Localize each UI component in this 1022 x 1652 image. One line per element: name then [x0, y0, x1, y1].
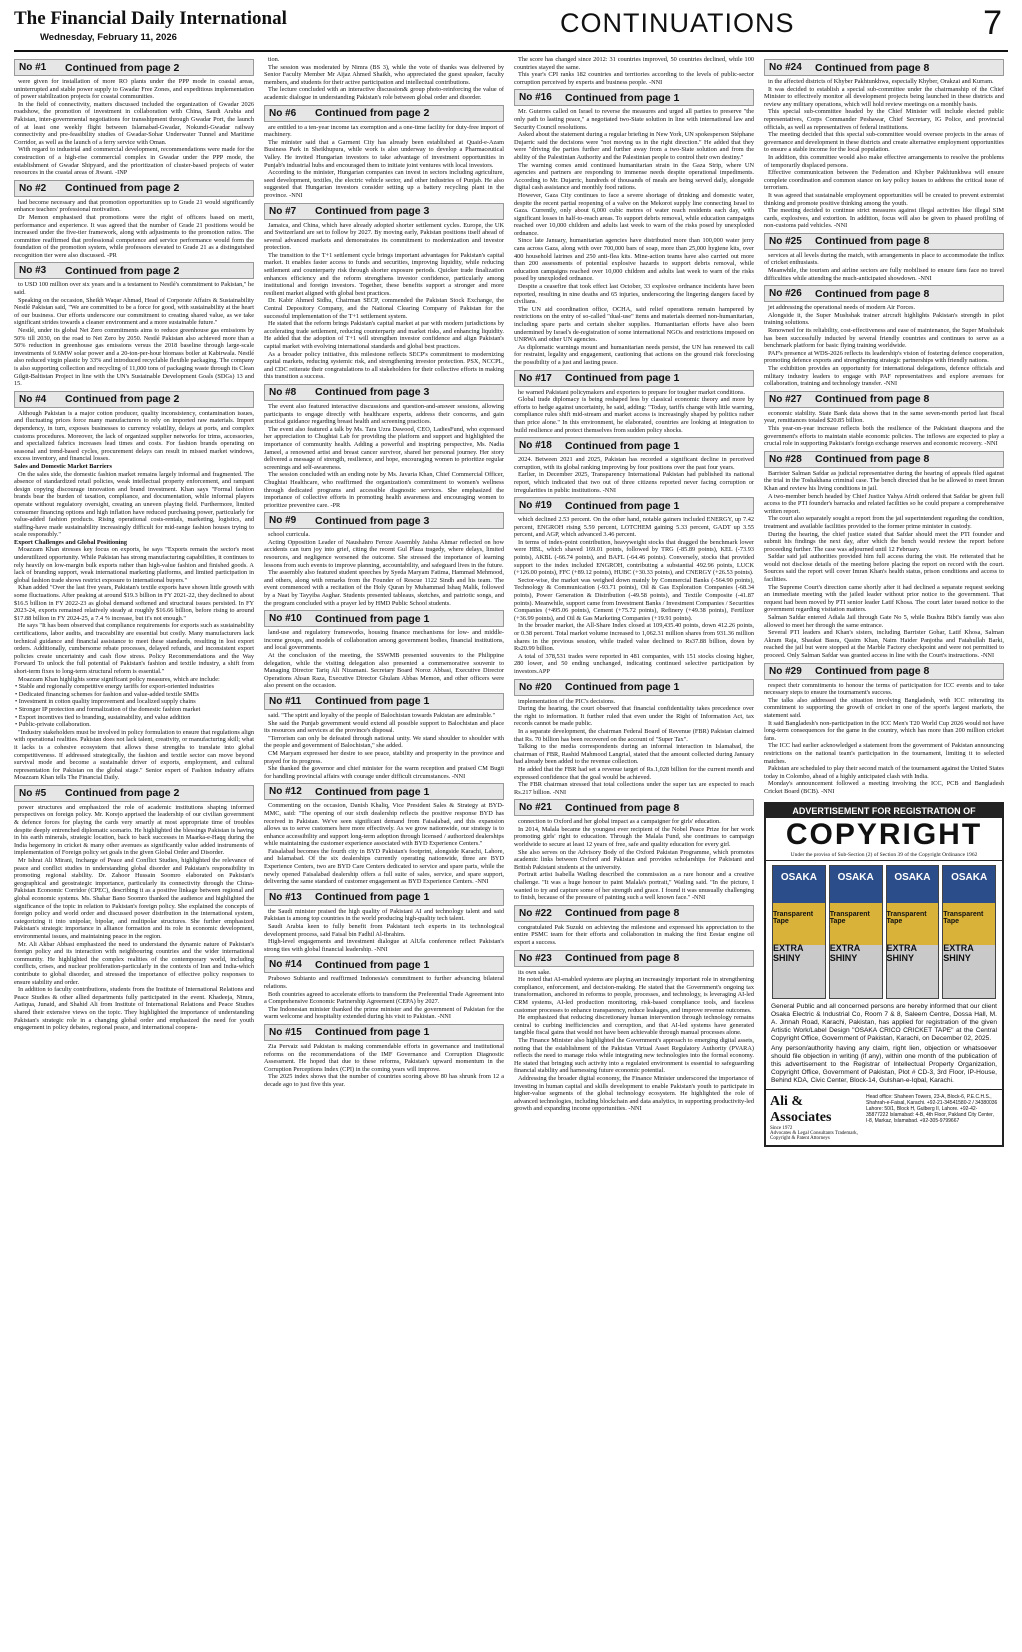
- continued-from-label: Continued from page 1: [565, 91, 680, 104]
- continued-from-label: Continued from page 8: [565, 801, 680, 814]
- paragraph: The 2025 index shows that the number of countries scoring above 80 has shrunk from 12 a decade ago to just five this year.: [264, 1073, 504, 1088]
- paragraph: economic stability. State Bank data shows that in the same seven-month period last fiscal year, remittances totaled $20.85 billion.: [764, 409, 1004, 425]
- continued-from-label: Continued from page 8: [815, 235, 930, 248]
- paragraph: Several PTI leaders and Khan's sisters, including Barrister Gohar, Latif Khosa, Salman Akram Raja, Shaukat Basra, Qasim Khan, Naim Haider Panjotha and Fatahullah Barki, reached the jail but were stopped at the Marble Factory checkpoint and were not permitted to proceed. Only Salman Safdar was granted access in line with the Court's instructions. -NNI: [764, 629, 1004, 659]
- bullet-item: • Stronger IP protection and formalization of the domestic fashion market: [15, 705, 201, 713]
- paragraph: This special sub-committee headed by the Chief Minister will include elected public representatives, Corps Commander Peshawar, Chief Secretary, IG Police, and provincial officials, as well as representatives of federal institutions.: [764, 108, 1004, 131]
- story-number: No #10: [269, 613, 302, 625]
- paragraph: In 2014, Malala became the youngest ever recipient of the Nobel Peace Prize for her work promoting girls' right to education. Through the Malala Fund, she continues to campaign worldwide to secure at least 12 years of free, safe and quality education for every girl.: [514, 825, 754, 849]
- bullet-item: • Investment in cotton quality improvement and localized supply chains: [15, 698, 196, 706]
- story: [264, 783, 504, 886]
- ad-footer: [766, 1089, 1002, 1145]
- paragraph: the Saudi minister praised the high quality of Pakistani AI and technology talent and said Pakistan is among top countries in the world producing high-quality tech talent.: [264, 907, 504, 923]
- paragraph: Despite a ceasefire that took effect last October, 33 explosive ordnance incidents have been reported, resulting in nine deaths and 65 injuries, underscoring the lingering dangers faced by civilians.: [514, 283, 754, 306]
- paragraph: "Terrorism can only be defeated through national unity. We stand shoulder to shoulder with the people and government of Balochistan," she added.: [264, 734, 504, 750]
- paragraph: in the affected districts of Khyber Pakhtunkhwa, especially Khyber, Orakzai and Kurram.: [768, 78, 994, 85]
- paragraph: He says "It has been observed that compliance requirements for exports such as sustainability certifications, labor audits, and traceability are essential but costly. Many manufacturers lack technical guidance and financial assistance to meet these standards, resulting in lost export orders. Additionally, cumbersome rebate processes, delayed refunds, and inconsistent export policies create uncertainty and cash flow stress. Policy Recommendations and the Way Forward To unlock the full potential of Pakistan's fashion and textile industry, a shift from short-term fixes to long-term structural reform is essential.": [14, 622, 254, 675]
- paragraph: said. "The spirit and loyalty of the people of Balochistan towards Pakistan are admirable.": [268, 711, 496, 719]
- paragraph: respect their commitments to honour the terms of participation for ICC events and to take necessary steps to ensure the tournament's success.: [764, 681, 1004, 697]
- story: [264, 105, 504, 200]
- paragraph: The meeting decided to continue strict measures against illegal activities like illegal SIM cards, explosives, and extortion. In addition, focus will also be given to phased profiling of non-customs paid vehicles. -NNI: [764, 207, 1004, 230]
- paragraph: He emphasized that reducing discretionary human intervention through technology remains central to curbing inefficiencies and corruption, and that AI-led systems have generated tangible fiscal gains that would not have been achievable through manual processes alone.: [514, 1014, 754, 1037]
- section-title: CONTINUATIONS: [560, 8, 795, 38]
- bullet-item: • Export incentives tied to branding, sustainability, and value addition: [15, 713, 191, 721]
- continued-from-label: Continued from page 1: [315, 695, 430, 708]
- paragraph: In the broader market, the All-Share Index closed at 109,435.40 points, down 412.26 points, or 0.38 percent. Total market volume increased to 1,062.31 million shares from 931.36 million shares in the previous session, while traded value declined to Rs37.88 billion, down by Rs20.99 billion.: [514, 622, 754, 653]
- story: [264, 956, 504, 1021]
- paragraph: Effective communication between the Federation and Khyber Pakhtunkhwa will ensure complete coordination and common stance on key policy issues to address the critical issue of terrorism.: [764, 169, 1004, 192]
- paragraph: which declined 2.53 percent. On the other hand, notable gainers included ENERGY, up 7.42 percent, ENGROH rising 5.59 percent, LOTCHEM gaining 5.33 percent, GADT up 3.55 percent, and AGP, which advanced 3.46 percent.: [514, 516, 754, 539]
- continued-from-label: Continued from page 8: [815, 287, 930, 300]
- story: [14, 59, 254, 177]
- paragraph: The score has changed since 2012: 31 countries improved, 50 countries declined, while 100 countries stayed the same.: [514, 56, 754, 71]
- pack-brand: OSAKA: [894, 871, 931, 883]
- continued-from-label: Continued from page 8: [815, 61, 930, 74]
- pack-tape: Transparent Tape: [773, 910, 814, 925]
- paragraph: As a broader policy initiative, this milestone reflects SECP's commitment to modernizing capital markets, reducing systemic risk, and strengthening investor protection. PSX, NCCPL, and CDC reiterate their congratulations to all stakeholders for their collective efforts in making this transition a success.: [264, 350, 504, 381]
- story: [514, 89, 754, 366]
- paragraph: This year-on-year increase reflects both the resilience of the Pakistani diaspora and the government's efforts to maintain stable economic policies. The inflows are expected to play a crucial role in supporting Pakistan's foreign exchange reserves and economic recovery. -NNI: [764, 424, 1004, 448]
- continuation-bar: [264, 203, 504, 220]
- pack-label: EXTRA SHINY: [773, 942, 804, 963]
- paragraph: She said the Punjab government would extend all possible support to Balochistan and place its resources and services at the province's disposal.: [264, 719, 504, 735]
- paragraph: Jamaica, and China, which have already adopted shorter settlement cycles. Europe, the UK and Switzerland are set to follow by 2027. By moving early, Pakistan positions itself ahead of several advanced markets and demonstrates its commitment to modernization and investor protection.: [264, 221, 504, 252]
- story: [264, 384, 504, 509]
- continuation-bar: [264, 610, 504, 627]
- paragraph: Global trade diplomacy is being reshaped less by classical economic theory and more by efforts to hedge against uncertainty, he said, adding: "Today, tariffs change with little warning, compliance rules shift mid-stream and market access is increasingly shaped by politics rather than price alone." In this environment, he elaborated, countries are looking at integration to build resilience and protect themselves from sudden policy shocks.: [514, 396, 754, 434]
- paragraph: Faisalabad becomes the fourth city in BYD Pakistan's footprint, alongside Karachi, Lahore, and Islamabad. Of the six dealerships currently operating nationwide, three are BYD Experience Centers, two are BYD Care Centers dedicated to service and spare parts, while the newly opened Faisalabad dealership offers a full suite of sales, service, and spare support, delivering the same standard of customer engagement as BYD Experience Centers. -NNI: [264, 847, 504, 886]
- paragraph: The exhibition provides an opportunity for international delegations, defence officials and military industry leaders to engage with PAF representatives and explore avenues for collaboration, training and technology transfer. -NNI: [764, 365, 1004, 388]
- story-number: No #9: [269, 515, 297, 527]
- column-2: [264, 56, 504, 1644]
- ad-subline: Under the proviso of Sub-Section (2) of Section 39 of the Copyright Ordinance 1962: [766, 852, 1002, 861]
- paragraph: A two-member bench headed by Chief Justice Yahya Afridi ordered that Safdar be given full access to the PTI founder's barracks and related facilities so he could prepare a comprehensive written report.: [764, 492, 1004, 515]
- paragraph: With regard to industrial and commercial development, recommendations were made for the construction of a high-rise commercial complex in Gwadar under the PPP mode, the establishment of Gwadar Shipyard, and the prioritization of cluster-based projects of water resources in the coastal areas of Jiwani. -INP: [14, 146, 254, 177]
- continued-from-label: Continued from page 1: [315, 785, 430, 798]
- continued-from-label: Continued from page 8: [815, 665, 930, 678]
- continued-from-label: Continued from page 2: [65, 182, 180, 195]
- column-1: [14, 56, 254, 1644]
- story-number: No #25: [769, 235, 802, 247]
- story-number: No #1: [19, 62, 47, 73]
- paragraph: The event also featured interactive discussions and question-and-answer sessions, allowing participants to engage directly with healthcare experts, address their concerns, and gain practical guidance regarding breast health and screening practices.: [264, 402, 504, 426]
- page-number: 7: [983, 4, 1002, 42]
- continuation-bar: [14, 262, 254, 279]
- continued-from-label: Continued from page 2: [65, 393, 180, 406]
- continued-from-label: Continued from page 2: [315, 107, 430, 120]
- story: [764, 391, 1004, 448]
- story-number: No #11: [269, 695, 302, 707]
- paragraph: Saudi Arabia keen to fully benefit from Pakistani tech experts in its technological development process, said Faisal bin Fadhil Al-Ibrahim.: [264, 923, 504, 938]
- continuation-bar: [14, 59, 254, 76]
- paragraph: had become necessary and that promotion opportunities up to Grade 21 would significantly enhance teachers' professional motivation.: [14, 198, 254, 214]
- story: [264, 693, 504, 780]
- paragraph: Alongside it, the Super Mushshak trainer aircraft highlights Pakistan's strength in pilot training solutions.: [764, 311, 1004, 327]
- paragraph: High-level engagements and investment dialogue at AlUla conference reflect Pakistan's strong ties with global financial leadership. -NNI: [264, 938, 504, 953]
- paragraph: During the hearing, the chief justice stated that Safdar should meet the PTI founder and submit his findings the next day, after which the bench would review the report before proceeding further. The case was adjourned until 12 February.: [764, 530, 1004, 553]
- paragraph: The session concluded with an ending note by Ms. Javaria Khan, Chief Commercial Officer, Chughtai Healthcare, who reaffirmed the organization's commitment to women's wellness through dedicated programs and accessible diagnostic services. She emphasized the importance of collective efforts in promoting health awareness and encouraging women to prioritize preventive care. -PR: [264, 471, 504, 509]
- continuation-bar: [264, 693, 504, 710]
- tape-pack: [942, 865, 996, 999]
- paragraph: Talking to the media correspondents during an informal interaction in Islamabad, the chairman of FBR, Rashid Mahmood Langrial, stated that the amount collected during January had already been added to the revenue collection.: [514, 743, 754, 766]
- continuation-bar: [514, 437, 754, 454]
- story-number: No #5: [19, 787, 47, 799]
- paragraph: land-use and regulatory frameworks, housing finance mechanisms for low- and middle-income groups, and models of collaboration among government bodies, financial institutions, and local governments.: [264, 629, 504, 652]
- story-number: No #24: [769, 62, 802, 73]
- continued-from-label: Continued from page 3: [315, 514, 430, 527]
- story: [514, 370, 754, 435]
- paragraph: jet addressing the operational needs of modern Air Forces.: [768, 304, 916, 312]
- continuation-bar: [514, 679, 754, 696]
- paragraph: According to the minister, Hungarian companies can invest in sectors including agriculture, seed development, textiles, the electric vehicle sector, and other industries of Punjab. He also suggested that Hungarian investors consider setting up a battery recycling plant in the province. -NNI: [264, 169, 504, 199]
- paragraph: power structures and emphasized the role of academic institutions shaping informed perspectives on foreign policy. Mr. Korejo apprised the leadership of our civilian government & defence forces for playing the cards very smartly at most appropriate time of troubles despite deeply entrenched diplomatic scenario. He highlighted the blessings Pakistan is having in his earth minerals, strategic location, back to back successes in Maarka-e-Haqq during the India hegemony in cricket & many other avenues as significantly value added instruments of implementation of Foreign policy set goals in the given Global Order and Disorder.: [14, 803, 254, 857]
- continuation-bar: [764, 391, 1004, 408]
- story-number: No #3: [19, 265, 47, 277]
- story: [514, 905, 754, 947]
- continuation-bar: [264, 956, 504, 973]
- continuation-bar: [764, 663, 1004, 680]
- paragraph: Speaking on the occasion, Sheikh Waqar Ahmad, Head of Corporate Affairs & Sustainability Nestlé Pakistan said, "We are committed to be a force for good, with sustainability at the heart of our business. Our efforts underscore our commitment to creating shared value, as we take significant strides towards a cleaner environment and a more sustainable future.": [14, 296, 254, 327]
- continuation-bar: [264, 1024, 504, 1041]
- paragraph: He noted that AI-enabled systems are playing an increasingly important role in strengthening compliance, enforcement, and decision-making. He stated that the Government's ongoing tax transformation, anchored in reforms to people, processes, and technology, is leveraging AI-led CRM systems, AI-led production monitoring, risk-based compliance tools, and faceless customer processes to enhance transparency, reduce leakages, and improve revenue outcomes.: [514, 976, 754, 1014]
- pack-brand: OSAKA: [837, 871, 874, 883]
- story-number: No #23: [519, 952, 552, 964]
- paragraph: The warning comes amid continued humanitarian strain in the Gaza Strip, where UN agencies and partners are responding to immense needs despite operational impediments. According to Mr. Dujarric, hundreds of thousands of meals are being served daily, alongside digital cash assistance and monthly food rations.: [514, 161, 754, 192]
- continued-from-label: Continued from page 2: [65, 264, 180, 277]
- story: [14, 262, 254, 387]
- paragraph: Earlier, in December 2025, Transparency International Pakistan had published its national report, which indicated that two out of three citizens reported never facing corruption or irregularities in public institutions. -NNI: [514, 471, 754, 494]
- paragraph: The FBR chairman stressed that total collections under the super tax are expected to reach Rs.217 billion. -NNI: [514, 781, 754, 796]
- paragraph: The transition to the T+1 settlement cycle brings important advantages for Pakistan's capital market. It enables faster access to funds and securities, improving liquidity, while reducing settlement and counterparty risk through shorter exposure periods. Quicker trade finalization enhances efficiency and the reform strengthens investor confidence, particularly among institutional and foreign investors. Together, these benefits support a stronger and more resilient market aligned with global best practices.: [264, 251, 504, 297]
- paragraph: The court also separately sought a report from the jail superintendent regarding the condition, treatment and available facilities provided to the former prime minister in custody.: [764, 515, 1004, 530]
- continued-from-label: Continued from page 1: [565, 439, 680, 452]
- story: [764, 451, 1004, 660]
- paragraph: to USD 100 million over six years and is a testament to Nestlé's commitment to Pakistan," he said.: [14, 281, 254, 297]
- column-4: [764, 56, 1004, 1644]
- paragraph: connection to Oxford and her global impact as a campaigner for girls' education.: [518, 818, 721, 826]
- pack-label: EXTRA SHINY: [886, 942, 917, 963]
- pack-tape: Transparent Tape: [943, 910, 984, 925]
- paragraph: A total of 378,531 trades were reported in 481 companies, with 151 stocks closing higher, 280 lower, and 50 ending unchanged, indicating continued selective participation by investors.APP: [514, 652, 754, 675]
- paragraph: Asked about the statement during a regular briefing in New York, UN spokesperson Stéphane Dujarric said the decisions were "not moving us in the right direction." He added that they were "driving the parties further and further away from a two-State solution and from the ability of the Palestinian Authority and the Palestinian people to control their own destiny.": [514, 131, 754, 161]
- continuation-bar: [764, 285, 1004, 302]
- story-number: No #12: [269, 786, 302, 798]
- paragraph: The talks also addressed the situation involving Bangladesh, with ICC reiterating its commitment to supporting the growth of cricket in one of the sport's largest markets, the statement said.: [764, 696, 1004, 719]
- newspaper-title: The Financial Daily International: [14, 8, 287, 29]
- paragraph: Acting Opposition Leader of Naushahro Feroze Assembly Jaisha Ahmar reflected on how accidents can turn joy into grief, citing the recent Gul Plaza tragedy, where delays, limited resources, and negligence worsened the outcome. She stressed the importance of learning lessons from such events to improve planning, accountability, and safeguard lives in the future.: [264, 538, 504, 569]
- paragraph: At the conclusion of the meeting, the SSWMB presented souvenirs to the Philippine delegation, while the visiting delegation also presented a commemorative souvenir to Managing Director Tariq Ali Nizamani. Secretary Board Noroz Abbasi, Executive Director Operations Ahsan Raza, Executive Director Ghulam Abbas Memon, and other officers were also present on the occasion.: [264, 652, 504, 690]
- paragraph: services at all levels during the match, with arrangements in place to accommodate the influx of cricket enthusiasts.: [764, 251, 1004, 267]
- story-number: No #21: [519, 802, 552, 814]
- paragraph: The event also featured a talk by Ms. Tara Uzra Dawood, CEO, LadiesFund, who expressed her appreciation to Chughtai Lab for providing the platform and support and highlighted the importance of community health. Adding a powerful and inspiring perspective, Ms. Nadia Jameel, a renowned artist and breast cancer survivor, shared her personal journey. Her story delivered a message of strength, resilience, and hope, encouraging women to prioritize regular screenings and self-awareness.: [264, 425, 504, 471]
- continued-from-label: Continued from page 1: [315, 958, 430, 971]
- story-number: No #15: [269, 1026, 302, 1038]
- ad-objection: Any person/authority having any claim, right lien, objection or whatsoever should file objection in writing (if any), within one month of the publication of this advertisement to the Registrar of Intellectual Property Organization, Copyright Office, Government of Pakistan, Plot # CD-3, 3rd Floor, IP-House, Behind KDA, Civic Center, Block-14, Gulshan-e-Iqbal, Karachi.: [771, 1044, 997, 1084]
- column-4-stories: [764, 59, 1004, 796]
- bullet-item: • Stable and regionally competitive energy tariffs for export-oriented industries: [15, 683, 215, 691]
- bullet-item: • Public-private collaboration.: [15, 721, 91, 729]
- issue-date: Wednesday, February 11, 2026: [40, 32, 177, 43]
- story-number: No #27: [769, 393, 802, 405]
- paragraph: This year's CPI ranks 182 countries and territories according to the levels of public-sector corruption perceived by experts and business people. -NNI: [514, 71, 754, 86]
- continued-from-label: Continued from page 1: [565, 499, 680, 512]
- paragraph: Moazzam Khan stresses key focus on exports, he says "Exports remain the sector's most underutilized opportunity. While Pakistan has strong manufacturing capabilities, it continues to rely heavily on low-margin bulk exports rather than high-value fashion and finished goods. A lack of branding support, weak international marketing platforms, and limited participation in global fashion trade shows restrict exposure to international buyers.": [14, 546, 254, 584]
- continued-from-label: Continued from page 2: [65, 787, 180, 800]
- paragraph: Portrait artist Isabella Watling described the commission as a rare honour and a creative challenge. "It was a huge honour to paint Malala's portrait," Watling said. "In the picture, I wanted to try and capture some of her strength and grace. I found it was unusually challenging to finish, because of the pressure of painting such a well known face." -NNI: [514, 871, 754, 902]
- paragraph: Renowned for its reliability, cost-effectiveness and ease of maintenance, the Super Mushshak has been successfully inducted by several friendly countries and continues to serve as a benchmark platform for basic flying training worldwide.: [764, 327, 1004, 350]
- paragraph: The Supreme Court's direction came shortly after it had declined a separate request seeking an immediate meeting with the jailed leader without prior notice to the government. That request had been moved by PTI senior leader Latif Khosa. The court later issued notice to the government regarding visitation matters.: [764, 583, 1004, 614]
- paragraph: school curricula.: [268, 531, 310, 539]
- paragraph: he warned Pakistani policymakers and exporters to prepare for tougher market conditions.: [518, 388, 745, 396]
- paragraph: congratulated Pak Suzuki on achieving the milestone and expressed his appreciation to the entire PSMC team for their efforts and collaboration in making the first Eestar engine oil export a success.: [514, 923, 754, 946]
- subheading: Sales and Domestic Market Barriers: [14, 462, 112, 470]
- paragraph: It said Bangladesh's non-participation in the ICC Men's T20 World Cup 2026 would not have long-term consequences for the game in the country, which has more than 200 million cricket fans.: [764, 719, 1004, 742]
- paragraph: In the field of connectivity, matters discussed included the organization of Gwadar 2026 roadshow, the promotion of investment in collaboration with China, Saudi Arabia and Pakistan, inter-governmental negotiations for transshipment through Gwadar Port, the launch of at least one weekly flight between Islamabad-Gwadar, Nokundi-Gwadar railway connectivity and pre-feasibility studies of Gwadar-Sohar Underwater Tunnel and Maritime Corridor, as well as the launch of a ferry service with Oman.: [14, 100, 254, 146]
- pack-brand: OSAKA: [951, 871, 988, 883]
- continued-from-label: Continued from page 1: [315, 891, 430, 904]
- story-number: No #22: [519, 907, 552, 919]
- continued-from-label: Continued from page 3: [315, 386, 430, 399]
- continuation-bar: [264, 512, 504, 529]
- story-number: No #20: [519, 681, 552, 693]
- paragraph: Dr Memon emphasised that promotions were the right of officers based on merit, performance and experience. It was agreed that the number of Grade 21 positions would be increased under the five-tier framework, along with adjustments to the promotion ratios. The committee reaffirmed that professional competence and service performance would form the foundation of the promotion system, while professors elevated to Grade 21 as a distinguished recognition tier were also discussed. -PR: [14, 213, 254, 259]
- story-number: No #16: [519, 92, 552, 104]
- story: [264, 56, 504, 102]
- tape-pack: [772, 865, 826, 999]
- paragraph: Moazzam Khan highlights some significant policy measures, which are include:: [18, 675, 220, 683]
- continuation-bar: [14, 180, 254, 197]
- firm-offices: Head office: Shaheen Towers, 23-A, Block-6, P.E.C.H.S., Shahrah-e-Faisal, Karachi. +92-21-34541580-2 / 34380036 Lahore: 50/1, Block H, Gulberg II, Lahore. +92-42-35877222 Islamabad: 4-B, 4th Floor, Pakland City Center, I-8, Markaz, Islamabad. +92-305-9799667: [866, 1093, 998, 1125]
- story: [264, 512, 504, 607]
- product-image: [772, 865, 996, 999]
- continued-from-label: Continued from page 8: [815, 393, 930, 406]
- paragraph: were given for installation of more RO plants under the PPP mode in coastal areas, uninterrupted and stable power supply to Gwadar Free Zones, and expeditious implementation of power stabilization projects for coastal communities.: [14, 78, 254, 101]
- story: [514, 679, 754, 797]
- paragraph: Safdar said jail authorities provided him full access during the visit. He reiterated that he would not disclose details of the meeting before placing the report on record with the court. Sources said the report will cover Imran Khan's health status, prison conditions and access to facilities.: [764, 553, 1004, 584]
- paragraph: The minister said that a Garment City has already been established at Quaid-e-Azam Business Park in Sheikhupura, while work is also underway to develop a Pharmaceutical Valley. He invited Hungarian investors to take advantage of investment opportunities in Punjab's industrial hubs and encouraged them to initiate joint ventures with local investors.: [264, 138, 504, 169]
- paragraph: He stated that the reform brings Pakistan's capital market at par with modern jurisdictions by accelerating trade settlement, reducing counterparty and market risks, and enhancing liquidity. He added that the adoption of T+1 will strengthen investor confidence and align Pakistan's capital market with evolving international standards and global best practices.: [264, 320, 504, 350]
- continuation-bar: [514, 950, 754, 967]
- ad-body: [766, 1003, 1002, 1085]
- bullet-item: • Dedicated financing schemes for fashion and value-added textile SMEs: [15, 690, 199, 698]
- ad-header: ADVERTISEMENT FOR REGISTRATION OF: [766, 804, 1002, 818]
- continuation-bar: [764, 59, 1004, 76]
- story-number: No #19: [519, 500, 552, 512]
- story: [14, 391, 254, 782]
- copyright-advertisement: [764, 802, 1004, 1147]
- continuation-bar: [514, 799, 754, 816]
- story: [14, 785, 254, 1032]
- paragraph: Although Pakistan is a major cotton producer, quality inconsistency, contamination issues, and fluctuating prices force many manufacturers to rely on imported raw materials. Import dependency, in turn, exposes businesses to currency volatility, delays at ports, and complex customs procedures. Moreover, the lack of organized supplier networks for trims, accessories, and specialized fabrics increases lead times and costs. For fashion brands operating on seasonal and trend-based cycles, procurement delays can result in missed market windows, excess inventory, and financial losses.: [14, 409, 254, 463]
- paragraph: Barrister Salman Safdar as judicial representative during the hearing of appeals filed against the trial in the Toshakhana criminal case. The bench directed that he be allowed to meet Imran Khan and review his living conditions in jail.: [764, 469, 1004, 492]
- story: [764, 663, 1004, 796]
- pack-tape: Transparent Tape: [886, 910, 927, 925]
- story: [514, 437, 754, 494]
- story: [264, 1024, 504, 1089]
- pack-brand: OSAKA: [780, 871, 817, 883]
- paragraph: In addition to faculty contributions, students from the Institute of International Relations and Peace Studies & other allied departments fully participated in the event. Khadeeja, Nimra, Aatiqua, Junaid, and Shahid Ali from Institute of International Relations and Peace Studies shared their extensive views on the topic. They highlighted the importance of understanding Pakistan's strategic role in a changing global order and emphasized the need for youth engagement in policy debates, regional peace, and international coopera-: [14, 986, 254, 1032]
- paragraph: 2024. Between 2021 and 2025, Pakistan has recorded a significant decline in perceived corruption, with its global ranking improving by four positions over the past four years.: [514, 456, 754, 471]
- paragraph: Commenting on the occasion, Danish Khaliq, Vice President Sales & Strategy at BYD-MMC, said: "The opening of our sixth dealership reflects the positive response BYD has received in Pakistan. We've seen significant demand from Faisalabad, and this expansion allows us to serve customers here more effectively. As we grow nationwide, our strategy is to enhance accessibility and support long-term adoption through licensed / authorized dealerships while maintaining the customer experience associated with BYD Experience Centers.": [264, 802, 504, 848]
- ad-headline: COPYRIGHT: [785, 817, 983, 851]
- paragraph: In terms of index-point contribution, heavyweight stocks that dragged the benchmark lower were HBL, which shaved 169.01 points, followed by TRG (-85.89 points), KEL (-73.93 points), AKBL (-66.74 points), and BAFL (-64.46 points). Conversely, stocks that provided support to the index included ENGROH, contributing a substantial 492.96 points, LUCK (+126.00 points), FFC (+89.12 points), HUBC (+30.33 points), and CNERGY (+26.53 points).: [514, 538, 754, 577]
- paragraph: Pakistan are scheduled to play their second match of the tournament against the United States today in Colombo, ahead of a highly anticipated clash with India.: [764, 765, 1004, 780]
- continued-from-label: Continued from page 8: [565, 952, 680, 965]
- continuation-bar: [264, 889, 504, 906]
- tape-pack: [829, 865, 883, 999]
- paragraph: Both countries agreed to accelerate efforts to transform the Preferential Trade Agreement into a Comprehensive Economic Partnership Agreement (CEPA) by 2027.: [264, 990, 504, 1006]
- paragraph: Mr Ishrat Ali Mirani, Incharge of Peace and Conflict Studies, highlighted the relevance of peace and conflict studies in understanding global disorder and Pakistan's responsibility in promoting regional stability. Dr. Zahoor Hussain Soomro elaborated on Pakistan's geographical and geostrategic importance, particularly its connectivity through the China-Pakistan Economic Corridor (CPEC), describing it as a positive linkage between regional and global economic systems. Ms. Shahar Bano Soomro thanked the audience and highlighted the significance of the topic in relation to Pakistan's foreign policy. She explained the concepts of foreign policy and world order and discussed power distribution in the international system, categorizing it into unipolar, bipolar, and multipolar structures. She further emphasized Pakistan's strategic importance in alliance formation and its role in economic development, environmental issues, and maintaining peace in the region.: [14, 857, 254, 940]
- paragraph: He added that the FBR had set a revenue target of Rs.1,028 billion for the current month and expressed confidence that the goal would be achieved.: [514, 765, 754, 781]
- firm-logo: Ali & Associates: [770, 1093, 832, 1125]
- paragraph: tion.: [268, 56, 280, 63]
- continued-from-label: Continued from page 1: [565, 681, 680, 694]
- paragraph: its own sake.: [518, 968, 551, 976]
- paragraph: Prabowo Subianto and reaffirmed Indonesia's commitment to further advancing bilateral relations.: [264, 975, 504, 990]
- paragraph: The meeting decided that this special sub-committee would oversee projects in the areas of governance and development in these districts and create alternative employment opportunities to ensure a stable income for the local population.: [764, 131, 1004, 154]
- firm-tagline: Advocates & Legal Consultants Trademark, Copyright & Patent Attorneys: [770, 1130, 858, 1141]
- paragraph: Khan added "Over the last five years, Pakistan's textile exports have shown little growth with some fluctuations. After peaking at around $19.3 billion in FY 2021-22, they declined to about $16.5 billion in FY 2022-23 as global demand softened and structural issues persisted. In FY 2023-24, exports remained relatively steady at roughly $16.66 billion, before rising to around $17.88 billion in FY 2024-25, a 7.4 % increase, but it's not enough.": [14, 584, 254, 622]
- paragraph: The session was moderated by Nimra (BS 3), while the vote of thanks was delivered by Senior Faculty Member Mr Aijaz Ahmed Shaikh, who appreciated the guest speaker, faculty members, and students for their active participation and intellectual contributions.: [264, 63, 504, 86]
- story-number: No #18: [519, 440, 552, 452]
- paragraph: It was decided to establish a special sub-committee under the chairmanship of the Chief Minister to effectively monitor all development projects being launched in these districts and review any military operations, which will hold review meetings on a monthly basis.: [764, 85, 1004, 108]
- story-number: No #26: [769, 288, 802, 300]
- firm-since: Since 1972: [770, 1125, 793, 1131]
- paragraph: Monday's announcement followed a meeting involving the ICC, PCB and Bangladesh Cricket Board (BCB). -NNI: [764, 780, 1004, 795]
- continuation-bar: [764, 451, 1004, 468]
- paragraph: The lecture concluded with an interactive discussion& group photo-reinforcing the value of academic dialogue in understanding Pakistan's role between global order and disorder.: [264, 86, 504, 101]
- paragraph: In a separate development, the chairman Federal Board of Revenue (FBR) Pakistan claimed that Rs. 70 billion has been recovered on the account of "Super Tax".: [514, 727, 754, 743]
- paragraph: Meanwhile, the tourism and airline sectors are fully mobilised to ensure fans face no travel difficulties while attending the much-anticipated showdown. -NNI: [764, 267, 1004, 282]
- story: [514, 497, 754, 675]
- continuation-bar: [264, 384, 504, 401]
- story-number: No #6: [269, 107, 297, 119]
- paragraph: In addition, this committee would also make effective arrangements to resolve the problems of temporarily displaced persons.: [764, 153, 1004, 169]
- story-number: No #4: [19, 393, 47, 405]
- pack-label: EXTRA SHINY: [829, 942, 860, 963]
- continued-from-label: Continued from page 1: [565, 372, 680, 385]
- continuation-bar: [14, 391, 254, 408]
- pack-tape: Transparent Tape: [829, 910, 870, 925]
- paragraph: implementation of the PIC's decisions.: [518, 697, 616, 705]
- continued-from-label: Continued from page 3: [315, 205, 430, 217]
- paragraph: Nestlé, under its global Net Zero commitments aims to reduce greenhouse gas emissions by 50% till 2030, on the road to Net Zero by 2050. Nestlé Pakistan also achieved more than a 50% reduction in greenhouse gas emissions versus the 2018 baseline through large-scale investments of 9.6MW solar power and a 20-ton-per-hour biomass boiler at Kabirwala. Nestlé also reduced virgin plastic by 33% and introduced recyclable flexible packaging. The company is also supporting collection and recycling of 11,000 tons of packaging waste through its Clean Gilgit-Baltistan Project in line with the UN's Sustainable Development Goals (SDGs) 13 and 15.: [14, 327, 254, 388]
- paragraph: She also serves on the Advisory Body of the Oxford Pakistan Programme, which promotes academic links between Oxford and Pakistan and provides scholarships for Pakistani and British Pakistani students at the university.: [514, 848, 754, 871]
- paragraph: As diplomatic warnings mount and humanitarian needs persist, the UN has renewed its call for restraint, legality and engagement, cautioning that actions on the ground risk foreclosing the possibility of a just and lasting peace.: [514, 343, 754, 366]
- story: [764, 285, 1004, 388]
- paragraph: Salman Safdar entered Adiala Jail through Gate No 5, while Bushra Bibi's family was also allowed to meet her through the same entrance.: [764, 614, 1004, 629]
- continuation-bar: [264, 105, 504, 122]
- story-number: No #17: [519, 372, 552, 384]
- paragraph: Zia Pervaiz said Pakistan is making commendable efforts in governance and institutional reforms on the recommendations of the IMF Governance and Corruption Diagnostic Assessment. He hoped that due to these reforms, Pakistan's upward momentum in the Corruption Perceptions Index (CPI) in the coming years will improve.: [264, 1042, 504, 1073]
- paragraph: The Finance Minister also highlighted the Government's approach to emerging digital assets, noting that the establishment of the Pakistan Virtual Asset Regulatory Authority (PVARA) reflects the need to manage risks while integrating new technologies into the formal economy. He stated that bringing such activity into a regulated environment is essential to safeguarding financial stability and harnessing future economic potential.: [514, 1036, 754, 1075]
- paragraph: However, Gaza City continues to face a severe shortage of drinking and domestic water, despite the recent partial reopening of a valve on the Mekorot supply line connecting Israel to Gaza. Currently, only about 6,000 cubic metres of water reach residents each day, with significant losses in half-to-reach areas. To support debris removal, while education campaigns reached over 10,000 children and adults last week to warn of the risks posed by unexploded ordnance.: [514, 191, 754, 237]
- continuation-bar: [514, 370, 754, 387]
- paragraph: The UN aid coordination office, OCHA, said relief operations remain hampered by restrictions on the entry of so-called "dual-use" items and materials deemed non-humanitarian, including spare parts and certain shelter supplies. Humanitarian efforts have also been undermined by Israel's de-registration of some international NGOs and restrictions imposed on UNRWA and other UN agencies.: [514, 305, 754, 344]
- subheading: Export Challenges and Global Positioning: [14, 538, 128, 546]
- story: [514, 56, 754, 86]
- continued-from-label: Continued from page 2: [65, 61, 180, 74]
- tape-pack: [886, 865, 940, 999]
- masthead: [14, 4, 1008, 52]
- paragraph: The Indonesian minister thanked the prime minister and the government of Pakistan for the warm welcome and hospitality extended during his visit to Pakistan. -NNI: [264, 1005, 504, 1021]
- paragraph: CM Maryam expressed her desire to see peace, stability and prosperity in the province and prayed for its progress.: [264, 749, 504, 765]
- paragraph: She thanked the governor and chief minister for the warm reception and praised CM Bugti for handling provincial affairs with courage under difficult circumstances. -NNI: [264, 765, 504, 780]
- paragraph: Mr. Ali Akbar Abbasi emphasized the need to understand the dynamic nature of Pakistan's foreign policy and its interaction with neighbouring countries and the wider international community. He highlighted the complex realities of the contemporary world, including conflicts, crises, and nuclear proliferation-particularly in the contexts of Iran and India-which contribute to global disorder, and stressed the importance of effective policy responses to ensure stability and order.: [14, 940, 254, 986]
- paragraph: are entitled to a ten-year income tax exemption and a one-time facility for duty-free import of machinery.: [264, 123, 504, 139]
- story-number: No #2: [19, 182, 47, 194]
- story: [514, 950, 754, 1113]
- paragraph: The ICC had earlier acknowledged a statement from the government of Pakistan announcing restrictions on the national team's participation in the tournament, limiting it to selected matches.: [764, 742, 1004, 765]
- paragraph: Sector-wise, the market was weighed down mainly by Commercial Banks (-564.90 points), Technology & Communication (-93.71 points), Oil & Gas Exploration Companies (-68.34 points), Power Generation & Distribution (-49.58 points), and Textile Composite (-41.87 points). Meanwhile, support came from Investment Banks / Investment Companies / Securities Companies (+495.06 points), Cement (+75.72 points), Refinery (+49.38 points), Fertilizer (+36.99 points), and Oil & Gas Marketing Companies (+19.91 points).: [514, 576, 754, 622]
- story-number: No #7: [269, 205, 297, 217]
- continuation-bar: [14, 785, 254, 802]
- continued-from-label: Continued from page 1: [315, 1026, 430, 1039]
- paragraph: "Industry stakeholders must be involved in policy formulation to ensure that regulations align with operational realities. Pakistan does not lack talent, creativity, or manufacturing skill; what it lacks is a cohesive ecosystem that allows these strengths to translate into global competitiveness. If addressed strategically, the fashion and textile sector can move beyond survival mode and become a sustainable driver of exports, employment, and cultural representation for Pakistan on the global stage." Senior expert of Fashion industry affairs Moazzam Khan tells The Financial Daily.: [14, 728, 254, 782]
- story: [764, 59, 1004, 230]
- paragraph: During the hearing, the court observed that financial confidentiality takes precedence over the right to information. It further ruled that even under the Right of Information Act, tax records cannot be made public.: [514, 705, 754, 728]
- story-number: No #28: [769, 453, 802, 465]
- law-firm: [770, 1094, 860, 1141]
- pack-label: EXTRA SHINY: [943, 942, 974, 963]
- story: [264, 889, 504, 954]
- story: [514, 799, 754, 902]
- story-number: No #14: [269, 959, 302, 971]
- story: [14, 180, 254, 260]
- paragraph: Since late January, humanitarian agencies have distributed more than 100,000 water jerry cans across Gaza, along with over 700,000 bars of soap, more than 25,000 hygiene kits, over 400 household latrines and 250 anti-flea kits. Mine-action teams have also carried out more than 200 assessments of potential explosive hazards to support debris removal, while education campaigns reached over 10,000 children and adults last week to warn of the risks posed by unexploded ordnance.: [514, 237, 754, 283]
- story: [764, 233, 1004, 282]
- story: [264, 610, 504, 690]
- continuation-bar: [264, 783, 504, 800]
- continuation-bar: [764, 233, 1004, 250]
- paragraph: On the sales side, the domestic fashion market remains largely informal and fragmented. The absence of standardized retail policies, weak intellectual property enforcement, and rampant design copying discourage innovation and brand investment. Khan says "Formal fashion brands bear the burden of taxation, compliance, and documentation, while informal players operate without regulatory oversight, creating an uneven playing field. Furthermore, limited consumer financing options and high inflation have reduced purchasing power, particularly for value-added fashion products. Rising operational costs-rentals, marketing, logistics, and staffing-have made sustainability increasingly difficult for mid-range fashion houses trying to scale responsibly.": [14, 470, 254, 539]
- paragraph: Addressing the broader digital economy, the Finance Minister underscored the importance of investing in human capital and skills development to enable Pakistan's youth to participate in higher-value segments of the global technology ecosystem. He highlighted the role of advanced technologies, including blockchain and data analytics, in supporting productivity-led growth and expanding income opportunities. -NNI: [514, 1074, 754, 1113]
- column-3: [514, 56, 754, 1644]
- paragraph: Dr. Kabir Ahmed Sidhu, Chairman SECP, commended the Pakistan Stock Exchange, the Central Depository Company, and the National Clearing Company of Pakistan for the successful implementation of the T+1 settlement system.: [264, 297, 504, 320]
- continuation-bar: [514, 905, 754, 922]
- story: [264, 203, 504, 381]
- paragraph: It was agreed that sustainable employment opportunities will be created to prevent extremist thinking and promote positive thinking among the youth.: [764, 191, 1004, 207]
- story-number: No #13: [269, 891, 302, 903]
- continuation-bar: [514, 89, 754, 106]
- paragraph: The assembly also featured student speeches by Syeda Maryam Fatima, Hammad Mehmood, and others, along with remarks from the Founder of Rescue 1122 Sindh and his team. The event commenced with a recitation of the Holy Quran by Muhammad Ishaq Malik, followed by a Naat by Tayyiba Asghar. Students presented tableaus, sketches, and patriotic songs, and the program concluded with a prayer led by HMD Public School students.: [264, 569, 504, 607]
- continued-from-label: Continued from page 1: [315, 612, 430, 625]
- continued-from-label: Continued from page 8: [565, 907, 680, 920]
- story-number: No #8: [269, 386, 297, 398]
- story-number: No #29: [769, 665, 802, 677]
- paragraph: PAF's presence at WDS-2026 reflects its leadership's vision of fostering defence cooperation, promoting defence exports and strengthening strategic partnerships with friendly nations.: [764, 349, 1004, 365]
- paragraph: Mr. Guterres called on Israel to reverse the measures and urged all parties to preserve "the only path to lasting peace," a negotiated two-State solution in line with international law and Security Council resolutions.: [514, 108, 754, 131]
- continuation-bar: [514, 497, 754, 514]
- ad-notice: General Public and all concerned persons are hereby informed that our client Osaka Electric & Industrial Co, Room 7 & 8, Saleem Centre, Dossa Hall, M. A. Jinnah Road, Karachi, Pakistan, has applied for registration of the given Artistic Work/Label Design "OSAKA CRICO CRICKET TAPE" at the Central Copyright Office, Government of Pakistan, Karachi, on December 02, 2025.: [771, 1002, 997, 1042]
- continued-from-label: Continued from page 8: [815, 453, 930, 466]
